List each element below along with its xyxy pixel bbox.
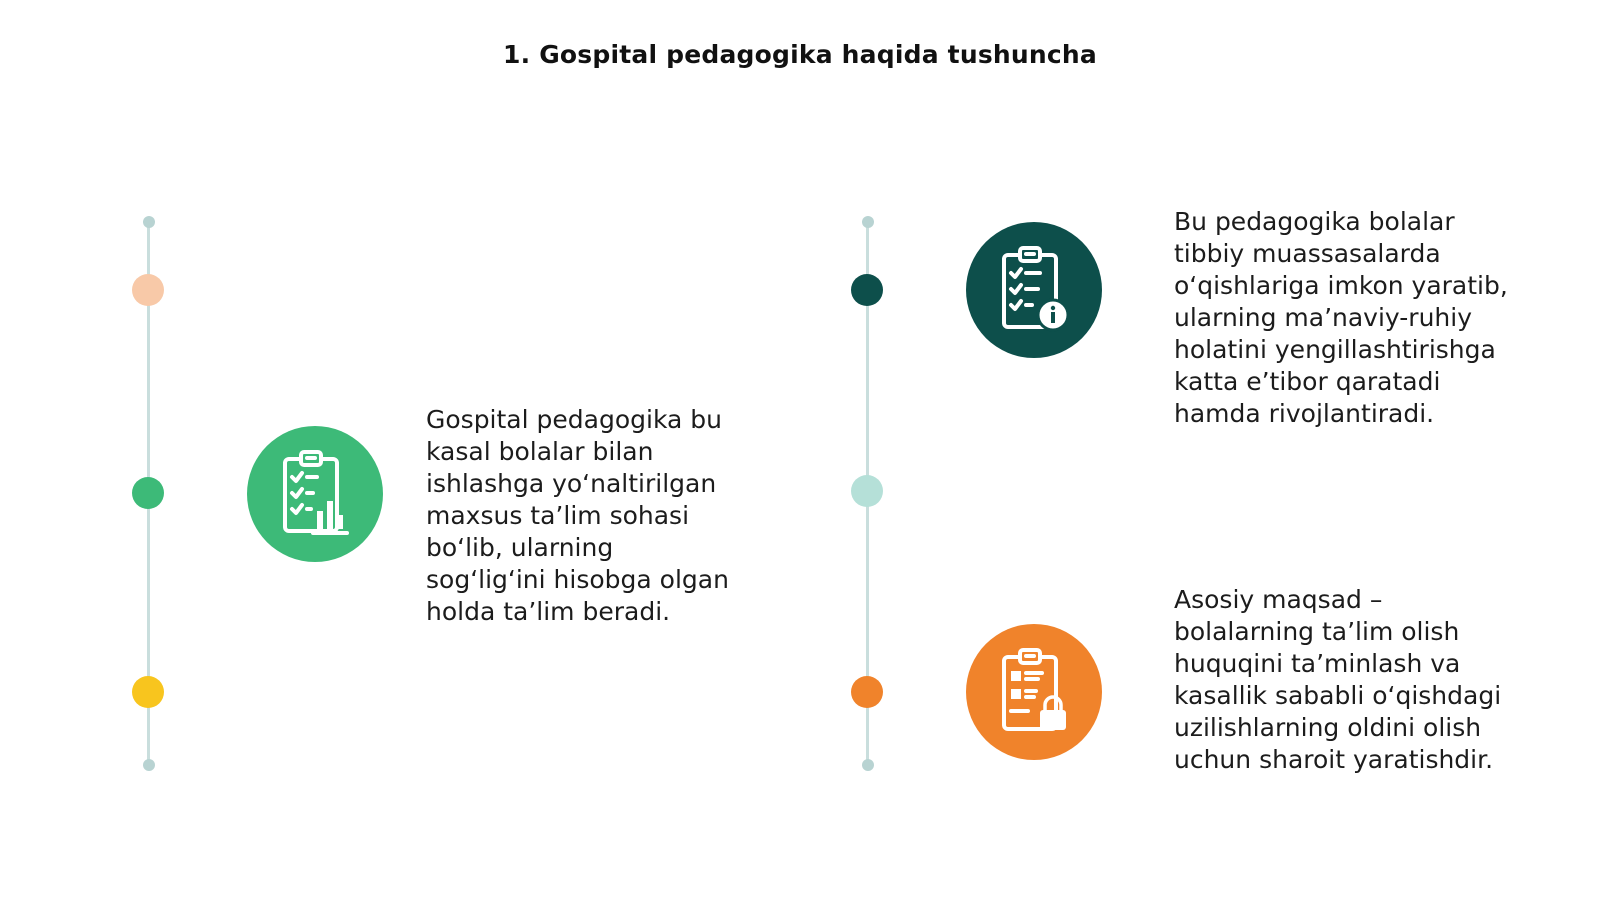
clipboard-checklist-chart-badge bbox=[247, 426, 383, 562]
item-description-1: Gospital pedagogika bu kasal bolalar bilan ishlashga yo‘naltirilgan maxsus ta’lim sohasi bo‘lib, ularning sog‘lig‘ini hisobga olgan holda ta’lim beradi. bbox=[426, 405, 729, 626]
right-timeline-marker-light-teal bbox=[851, 475, 883, 507]
right-timeline-marker-orange bbox=[851, 676, 883, 708]
left-timeline-marker-green bbox=[132, 477, 164, 509]
left-timeline-start-dot bbox=[143, 216, 155, 228]
clipboard-lock-icon bbox=[998, 647, 1070, 737]
clipboard-lock-badge bbox=[966, 624, 1102, 760]
left-timeline-marker-peach bbox=[132, 274, 164, 306]
clipboard-checklist-chart-icon bbox=[279, 449, 351, 539]
clipboard-checklist-info-icon bbox=[998, 245, 1070, 335]
item-description-2: Bu pedagogika bolalar tibbiy muassasalarda o‘qishlariga imkon yaratib, ularning ma’naviy-ruhiy holatini yengillashtirishga katta e’tibor qaratadi hamda rivojlantiradi. bbox=[1174, 207, 1508, 428]
clipboard-checklist-info-badge bbox=[966, 222, 1102, 358]
page-title: 1. Gospital pedagogika haqida tushuncha bbox=[503, 40, 1097, 69]
item-description-3: Asosiy maqsad – bolalarning ta’lim olish huquqini ta’minlash va kasallik sababli o‘qishdagi uzilishlarning oldini olish uchun sharoit yaratishdir. bbox=[1174, 585, 1502, 774]
right-timeline-marker-dark-teal bbox=[851, 274, 883, 306]
right-timeline-end-dot bbox=[862, 759, 874, 771]
left-timeline-end-dot bbox=[143, 759, 155, 771]
left-timeline-marker-yellow bbox=[132, 676, 164, 708]
right-timeline-start-dot bbox=[862, 216, 874, 228]
